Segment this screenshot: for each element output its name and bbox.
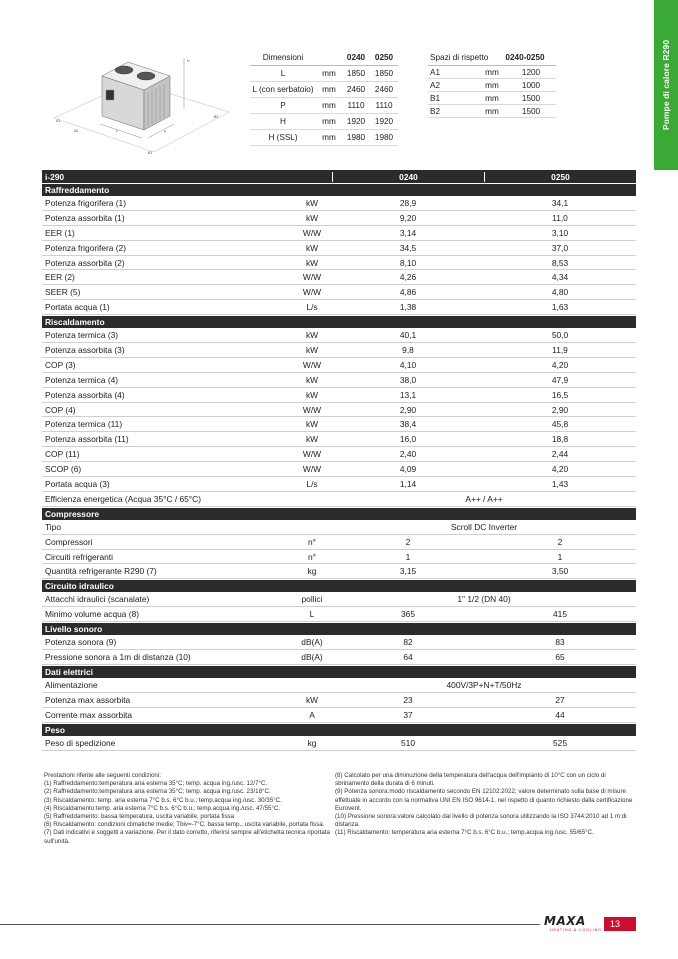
spec-row-unit: kW [305, 419, 319, 430]
spec-row [42, 343, 636, 358]
spec-row [42, 211, 636, 226]
spec-row-value-0240: 2 [405, 536, 411, 547]
spec-row-name: COP (3) [45, 359, 76, 370]
spec-row-name: SCOP (6) [45, 464, 82, 475]
spec-row-unit: L/s [306, 478, 318, 489]
spec-row-value-0250: 4,20 [551, 359, 569, 370]
dimensions-unit: mm [322, 101, 336, 110]
spaces-label: A2 [430, 80, 441, 90]
note-line: (10) Pressione sonora:valore calcolato dal livello di potenza sonora utilizzando la ISO 3744:2010 ad 1 m di distanza. [335, 813, 627, 829]
spec-row-name: Minimo volume acqua (8) [45, 609, 140, 620]
spec-row [42, 535, 636, 550]
spec-row [42, 417, 636, 432]
spec-row-unit: A [309, 709, 315, 720]
spec-row-name: Potenza termica (3) [45, 330, 119, 341]
spec-header-model: i-290 [45, 171, 65, 182]
spec-row-value-0240: 365 [401, 609, 415, 620]
spec-row-unit: W/W [302, 272, 322, 283]
spec-row-unit: pollici [301, 594, 323, 605]
spec-row-value-0250: 3,50 [551, 566, 569, 577]
dim-label-a1: A1 [56, 119, 61, 123]
spec-row [42, 477, 636, 492]
spec-row [42, 635, 636, 650]
spec-row-name: COP (4) [45, 404, 76, 415]
spec-row-unit: n° [307, 551, 316, 562]
spec-row-value-0250: 65 [555, 651, 565, 662]
spec-row-unit: kW [305, 242, 319, 253]
spec-row-name: Portata acqua (1) [45, 302, 110, 313]
unit-drawing [44, 40, 234, 160]
spec-row-unit: W/W [302, 287, 322, 298]
spaces-unit: mm [485, 67, 499, 77]
section-title: Riscaldamento [42, 315, 636, 328]
dimensions-value-0240: 1980 [346, 133, 366, 142]
spec-row-value-0240: 64 [403, 651, 413, 662]
spec-row-unit: n° [307, 536, 316, 547]
spec-row-unit: W/W [302, 227, 322, 238]
spec-row-value-0250: 4,34 [551, 272, 569, 283]
spec-row-value-0250: 4,20 [551, 464, 569, 475]
note-line: Prestazioni riferite alle seguenti condizioni: [44, 772, 161, 779]
spec-row-name: Potenza max assorbita [45, 694, 131, 705]
dimensions-table [250, 50, 398, 146]
dimensions-label: L [280, 69, 286, 78]
spec-row-value-shared: A++ / A++ [465, 493, 503, 504]
spec-row [42, 328, 636, 343]
spec-row-value-0240: 38,0 [399, 374, 417, 385]
page-number: 13 [604, 917, 636, 931]
spaces-label: B1 [430, 93, 441, 103]
spec-row [42, 520, 636, 535]
dimensions-label: L (con serbatoio) [252, 85, 314, 94]
spaces-unit: mm [485, 106, 499, 116]
spec-row-value-0250: 525 [553, 737, 567, 748]
spec-row [42, 403, 636, 418]
spec-row-value-shared: 1" 1/2 (DN 40) [457, 594, 511, 605]
spec-row-name: Alimentazione [45, 679, 98, 690]
spec-row-value-0250: 45,8 [551, 419, 569, 430]
spec-row [42, 226, 636, 241]
spec-row-name: Pressione sonora a 1m di distanza (10) [45, 651, 191, 662]
spec-row-name: Tipo [45, 521, 61, 532]
spec-row-name: EER (2) [45, 272, 75, 283]
spaces-unit: mm [485, 80, 499, 90]
dim-label-p: P [164, 130, 167, 134]
spec-row-value-shared: 400V/3P+N+T/50Hz [446, 679, 522, 690]
spec-row-unit: kW [305, 197, 319, 208]
spec-row-name: Potenza sonora (9) [45, 637, 117, 648]
spec-row-value-0250: 16,5 [551, 389, 569, 400]
note-line: (2) Raffreddamento:temperatura aria esterna 35°C; temp. acqua ing./usc. 23/18°C. [44, 788, 271, 796]
spec-row-value-0250: 3,10 [551, 227, 569, 238]
dimensions-value-0240: 1110 [347, 101, 365, 110]
spec-row-name: Potenza termica (11) [45, 419, 123, 430]
spec-row-name: Potenza assorbita (3) [45, 344, 125, 355]
note-line: (7) Dati indicativi e soggetti a variazione. Per il dato corretto, riferirsi sempre all'etichetta tecnica riportata sull'unità. [44, 829, 330, 845]
spec-row-name: Portata acqua (3) [45, 478, 110, 489]
dimensions-value-0240: 1850 [346, 69, 366, 78]
spec-row-value-0250: 1 [557, 551, 563, 562]
note-line: (8) Calcolato per una diminuzione della temperatura dell'acqua dell'impianto di 10°C con un ciclo di sbrinamento della durata di 6 minuti. [335, 772, 606, 788]
side-tab [654, 0, 678, 170]
spec-row-value-0240: 40,1 [399, 330, 417, 341]
spec-row-value-0240: 3,15 [399, 566, 417, 577]
spec-row [42, 678, 636, 693]
spec-row [42, 256, 636, 271]
spec-row-unit: W/W [302, 359, 322, 370]
spec-row [42, 432, 636, 447]
spec-row-name: Efficienza energetica (Acqua 35°C / 65°C) [45, 493, 201, 504]
dimensions-value-0240: 1920 [346, 117, 366, 126]
spec-row-name: Potenza assorbita (2) [45, 257, 125, 268]
dimensions-value-0250: 1850 [374, 69, 394, 78]
spec-row [42, 447, 636, 462]
spec-row [42, 300, 636, 315]
spec-row-value-0240: 4,86 [399, 287, 417, 298]
spaces-label: B2 [430, 106, 441, 116]
spec-row-value-0240: 37 [403, 709, 413, 720]
dim-label-b1: B1 [148, 151, 153, 155]
spec-row-value-0240: 4,26 [399, 272, 417, 283]
spec-row-value-0250: 37,0 [551, 242, 569, 253]
spec-row-unit: kW [305, 212, 319, 223]
spec-row-unit: kg [307, 566, 317, 577]
spec-row-unit: kW [305, 434, 319, 445]
spec-row-name: Quantità refrigerante R290 (7) [45, 566, 157, 577]
spec-row-unit: L/s [306, 302, 318, 313]
dimensions-value-0250: 1980 [374, 133, 394, 142]
spec-row-value-shared: Scroll DC Inverter [450, 521, 518, 532]
spaces-unit: mm [485, 93, 499, 103]
dimensions-row [250, 82, 398, 98]
spec-row-name: COP (11) [45, 449, 80, 460]
dimensions-row [250, 66, 398, 82]
spec-row-unit: kW [305, 330, 319, 341]
spec-row-value-0250: 415 [553, 609, 567, 620]
spaces-header-label: Spazi di rispetto [430, 53, 489, 62]
spec-row-value-0240: 23 [403, 694, 413, 705]
spaces-row [428, 79, 556, 92]
dim-label-b2: B2 [214, 115, 219, 119]
dimensions-row [250, 114, 398, 130]
dimensions-header-0250: 0250 [374, 53, 394, 62]
spec-row-unit: dB(A) [301, 637, 323, 648]
spec-row-value-0250: 1,43 [551, 478, 569, 489]
dimensions-value-0250: 1920 [374, 117, 394, 126]
spec-row-unit: dB(A) [301, 651, 323, 662]
spec-row-value-0250: 47,9 [551, 374, 569, 385]
spec-header [42, 170, 636, 183]
spec-row [42, 592, 636, 607]
spec-row [42, 492, 636, 507]
spec-row-value-0250: 18,8 [551, 434, 569, 445]
spec-row [42, 607, 636, 622]
spec-row-value-0250: 11,0 [552, 212, 568, 223]
spec-row-unit: kW [305, 257, 319, 268]
spec-row-unit: kW [305, 344, 319, 355]
spec-row-value-0240: 1,38 [399, 302, 417, 313]
section-title: Circuito idraulico [42, 579, 636, 592]
note-line: (11) Riscaldamento: temperatura aria esterna 7°C b.s. 6°C b.u.; temp.acqua ing./usc. 55/65°C. [335, 829, 594, 837]
spec-row-name: Potenza termica (4) [45, 374, 119, 385]
spec-row-name: SEER (5) [45, 287, 81, 298]
spaces-value: 1500 [521, 106, 541, 116]
spec-row-name: Peso di spedizione [45, 737, 116, 748]
spec-row-value-0240: 1,14 [399, 478, 417, 489]
note-line: (6) Riscaldamento: condizioni climatiche medie; Tbiv=-7°C; bassa temp., uscita variabile, portata fissa. [44, 821, 325, 829]
note-line: (5) Raffreddamento: bassa temperatura, uscita variabile, portata fissa [44, 813, 235, 821]
spaces-value: 1200 [521, 67, 541, 77]
spec-header-0250: 0250 [484, 172, 636, 182]
spec-row-name: Potenza assorbita (1) [45, 212, 125, 223]
dimensions-header-0240: 0240 [346, 53, 366, 62]
spec-row-value-0250: 8,53 [551, 257, 569, 268]
spec-row [42, 736, 636, 751]
spec-table [42, 170, 636, 751]
dimensions-row [250, 98, 398, 114]
spec-row-unit: kW [305, 694, 319, 705]
spec-row-value-0240: 2,90 [399, 404, 417, 415]
note-line: (4) Riscaldamento:temp. aria esterna 7°C b.s. 6°C b.u.; temp.acqua ing./usc. 47/55°C. [44, 804, 281, 812]
dimensions-value-0250: 2460 [374, 85, 394, 94]
spec-row-unit: kW [305, 389, 319, 400]
spec-row [42, 358, 636, 373]
spec-row-value-0250: 27 [555, 694, 565, 705]
spec-row-value-0250: 34,1 [551, 197, 569, 208]
spec-header-0240: 0240 [332, 172, 484, 182]
spec-row [42, 693, 636, 708]
notes-right [335, 772, 633, 838]
section-title: Raffreddamento [42, 183, 636, 196]
spec-row-value-0250: 4,80 [551, 287, 569, 298]
dimensions-header [250, 50, 398, 66]
dim-label-a2: A2 [74, 129, 79, 133]
notes-left [44, 772, 330, 846]
dimensions-unit: mm [322, 85, 336, 94]
brand-logo [544, 915, 602, 935]
spec-row-unit: W/W [302, 449, 322, 460]
section-title: Dati elettrici [42, 665, 636, 678]
note-line: (1) Raffreddamento:temperatura aria esterna 35°C; temp. acqua ing./usc. 12/7°C. [44, 780, 268, 788]
spec-row-name: Corrente max assorbita [45, 709, 133, 720]
spaces-table [428, 50, 556, 118]
spec-row-unit: kW [305, 374, 319, 385]
dimensions-value-0250: 1110 [375, 101, 393, 110]
dimensions-value-0240: 2460 [346, 85, 366, 94]
dimensions-unit: mm [322, 69, 336, 78]
spec-row [42, 373, 636, 388]
spec-row [42, 270, 636, 285]
spaces-label: A1 [430, 67, 441, 77]
dimensions-header-label: Dimensioni [262, 53, 304, 62]
dimensions-label: H [280, 117, 286, 126]
spec-row [42, 285, 636, 300]
dimensions-unit: mm [322, 133, 336, 142]
spec-row-value-0250: 1,63 [551, 302, 569, 313]
spec-row-value-0240: 13,1 [399, 389, 417, 400]
note-line: (9) Potenza sonora:modo riscaldamento secondo EN 12102:2022; valore determinato sulla base di misure effettuate in accordo con la normativa UNI EN ISO 9614-1, nel rispetto di quanto richiesto dalla certificazione Eurovent. [335, 788, 633, 812]
spec-row-name: Circuiti refrigeranti [45, 551, 113, 562]
spec-row-value-0240: 9,8 [402, 344, 414, 355]
spec-row-value-0240: 510 [401, 737, 415, 748]
spec-row-value-0240: 4,09 [399, 464, 417, 475]
spec-row-name: Potenza frigorifera (2) [45, 242, 126, 253]
spaces-value: 1500 [521, 93, 541, 103]
spec-row-value-0240: 2,40 [399, 449, 417, 460]
section-title: Livello sonoro [42, 622, 636, 635]
spec-row-value-0240: 82 [403, 637, 413, 648]
spec-row-value-0250: 2,90 [551, 404, 569, 415]
spec-row [42, 241, 636, 256]
dim-label-h: H [187, 59, 190, 63]
spec-row-value-0250: 2 [557, 536, 563, 547]
spec-row-value-0250: 83 [555, 637, 565, 648]
spec-row [42, 650, 636, 665]
spec-row-value-0250: 11,9 [552, 344, 568, 355]
spec-row-name: Potenza assorbita (11) [45, 434, 129, 445]
spec-row-value-0250: 2,44 [551, 449, 569, 460]
dimensions-label: P [280, 101, 286, 110]
spec-row-value-0240: 9,20 [399, 212, 417, 223]
spec-row-value-0240: 16,0 [399, 434, 417, 445]
brand-logo-subtitle: HEATING & COOLING [550, 928, 602, 932]
section-title: Peso [42, 723, 636, 736]
spec-row-name: Potenza assorbita (4) [45, 389, 125, 400]
spaces-row [428, 66, 556, 79]
spec-row-value-0240: 34,5 [399, 242, 417, 253]
spaces-header-models: 0240-0250 [505, 53, 545, 62]
spaces-row [428, 92, 556, 105]
footer-divider [0, 924, 540, 925]
spec-row-value-0240: 38,4 [399, 419, 417, 430]
dimensions-row [250, 130, 398, 146]
spaces-header [428, 50, 556, 66]
spec-row [42, 564, 636, 579]
spec-row-unit: L [309, 609, 315, 620]
spec-row-value-0240: 8,10 [399, 257, 417, 268]
spec-row-value-0250: 44 [555, 709, 565, 720]
spec-row [42, 462, 636, 477]
section-title: Compressore [42, 507, 636, 520]
spec-row-name: Compressori [45, 536, 93, 547]
spec-row-value-0240: 3,14 [399, 227, 417, 238]
spec-row-value-0240: 4,10 [399, 359, 417, 370]
dim-label-l: L [116, 129, 118, 133]
dimensions-label: H (SSL) [268, 133, 298, 142]
spec-row [42, 388, 636, 403]
spaces-value: 1000 [521, 80, 541, 90]
spec-row-unit: W/W [302, 464, 322, 475]
spaces-row [428, 105, 556, 118]
spec-row-name: EER (1) [45, 227, 75, 238]
dimensions-unit: mm [322, 117, 336, 126]
spec-row [42, 550, 636, 565]
spec-row-unit: kg [307, 737, 317, 748]
spec-row-unit: W/W [302, 404, 322, 415]
spec-row-value-0240: 28,9 [399, 197, 417, 208]
brand-logo-word: MAXA [544, 914, 586, 928]
spec-row-value-0240: 1 [405, 551, 411, 562]
spec-row [42, 196, 636, 211]
side-tab-label: Pompe di calore R290 [661, 39, 671, 131]
note-line: (3) Riscaldamento: temp. aria esterna 7°C b.s. 6°C b.u.; temp.acqua ing./usc. 30/35°C. [44, 796, 282, 804]
spec-row-name: Potenza frigorifera (1) [45, 197, 126, 208]
spec-row-name: Attacchi idraulici (scanalate) [45, 594, 150, 605]
spec-row [42, 708, 636, 723]
spec-row-value-0250: 50,0 [551, 330, 569, 341]
